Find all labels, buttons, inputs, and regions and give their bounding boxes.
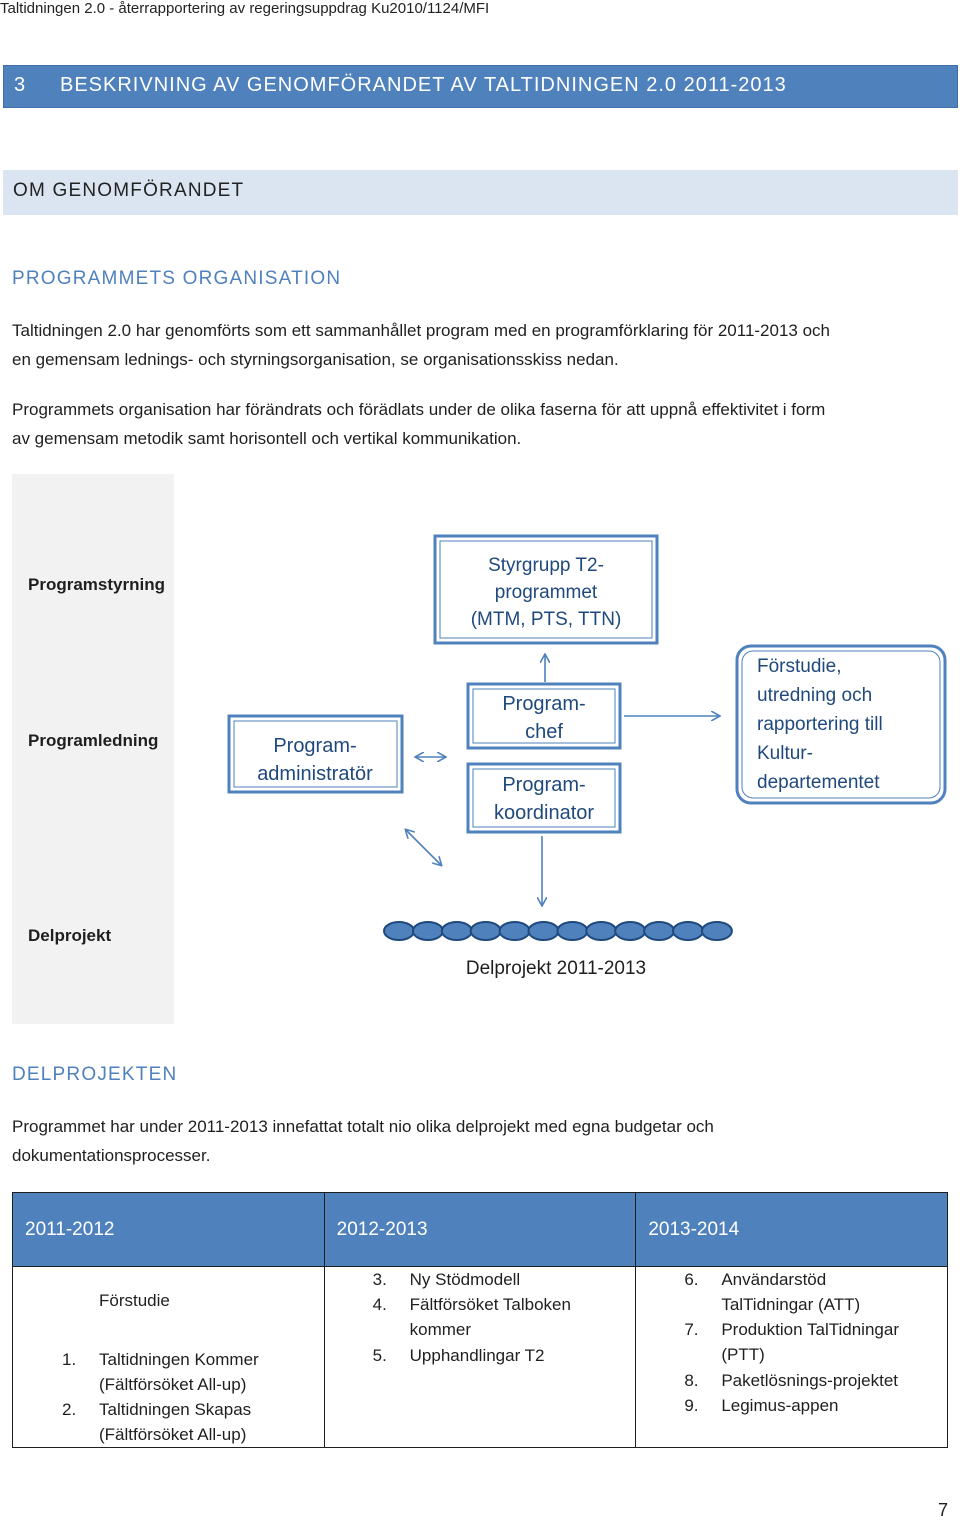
level-programstyrning: Programstyrning	[28, 575, 165, 594]
forstudie-line: departementet	[757, 772, 880, 793]
paragraph-organisation	[12, 395, 825, 453]
table-cell-2013-2014	[636, 1267, 948, 1448]
list-item-number: 6.	[684, 1270, 699, 1289]
paragraph-line: Programmet har under 2011-2013 innefattat totalt nio olika delprojekt med egna budgetar och	[12, 1117, 714, 1136]
delprojekt-dot	[644, 922, 674, 940]
delprojekt-dot	[384, 922, 414, 940]
styrgrupp-line: Styrgrupp T2-	[488, 555, 604, 576]
delprojekt-dot	[673, 922, 703, 940]
list-item: Legimus-appen	[721, 1396, 839, 1415]
list-item: (PTT)	[721, 1345, 765, 1364]
table-header-2011-2012: 2011-2012	[13, 1193, 325, 1267]
programkoordinator-line: Program-	[502, 774, 586, 796]
list-item: (Fältförsöket All-up)	[99, 1375, 247, 1394]
list-item: Ny Stödmodell	[409, 1270, 521, 1289]
programchef-line: Program-	[502, 693, 586, 715]
heading-1	[3, 65, 958, 108]
styrgrupp-line: programmet	[494, 582, 598, 603]
level-delprojekt: Delprojekt	[28, 926, 112, 945]
table-cell-2011-2012	[13, 1267, 325, 1448]
table-header-2013-2014: 2013-2014	[636, 1193, 948, 1267]
heading-2	[3, 170, 958, 215]
delprojekt-dot	[413, 922, 443, 940]
paragraph-line: dokumentationsprocesser.	[12, 1146, 211, 1165]
heading-organisation: PROGRAMMETS ORGANISATION	[12, 268, 342, 289]
list-item-number: 2.	[62, 1400, 77, 1419]
level-programledning: Programledning	[28, 731, 159, 750]
list-item: Produktion TalTidningar	[721, 1320, 899, 1339]
table-cell-2012-2013	[324, 1267, 636, 1448]
paragraph-delprojekten	[12, 1112, 714, 1170]
delprojekt-dot	[586, 922, 616, 940]
list-item: Paketlösnings-projektet	[721, 1371, 899, 1390]
heading-delprojekten: DELPROJEKTEN	[12, 1064, 178, 1085]
list-item-number: 5.	[372, 1346, 387, 1365]
delprojekt-dot	[529, 922, 559, 940]
delprojekt-dot	[500, 922, 530, 940]
delprojekt-dot	[702, 922, 732, 940]
heading-1-text: BESKRIVNING AV GENOMFÖRANDET AV TALTIDNINGEN 2.0 2011-2013	[60, 74, 787, 96]
list-item: Taltidningen Skapas	[99, 1400, 252, 1419]
styrgrupp-line: (MTM, PTS, TTN)	[470, 609, 622, 630]
delprojekt-label: Delprojekt 2011-2013	[465, 958, 647, 979]
paragraph-intro	[12, 316, 830, 374]
delprojekt-table	[12, 1192, 948, 1448]
forstudie-line: rapportering till	[757, 714, 883, 735]
list-item: TalTidningar (ATT)	[721, 1295, 861, 1314]
list-item: Taltidningen Kommer	[99, 1350, 259, 1369]
paragraph-line: Programmets organisation har förändrats och förädlats under de olika faserna för att uppnå effektivitet i form	[12, 400, 826, 419]
paragraph-line: en gemensam lednings- och styrningsorganisation, se organisationsskiss nedan.	[12, 350, 619, 369]
page-number: 7	[937, 1500, 948, 1520]
forstudie-line: Kultur-	[757, 743, 813, 764]
paragraph-line: Taltidningen 2.0 har genomförts som ett sammanhållet program med en programförklaring för 2011-2013 och	[12, 321, 831, 340]
list-item-number: 1.	[62, 1350, 77, 1369]
list-item: kommer	[409, 1320, 472, 1339]
list-item: Fältförsöket Talboken	[409, 1295, 571, 1314]
paragraph-line: av gemensam metodik samt horisontell och vertikal kommunikation.	[12, 429, 522, 448]
forstudie-label: Förstudie	[99, 1291, 170, 1310]
list-item-number: 7.	[684, 1320, 699, 1339]
arrow-double-diagonal	[406, 830, 441, 865]
list-item-number: 8.	[684, 1371, 699, 1390]
delprojekt-dots	[384, 922, 732, 940]
list-item: (Fältförsöket All-up)	[99, 1425, 247, 1444]
programadministrator-line: Program-	[273, 735, 357, 757]
delprojekt-dot	[615, 922, 645, 940]
list-item: Upphandlingar T2	[409, 1346, 545, 1365]
list-item-number: 4.	[372, 1295, 387, 1314]
programchef-line: chef	[525, 721, 563, 743]
organisation-diagram	[0, 470, 960, 1030]
forstudie-line: utredning och	[757, 685, 873, 706]
list-item-number: 9.	[684, 1396, 699, 1415]
running-header: Taltidningen 2.0 - återrapportering av regeringsuppdrag Ku2010/1124/MFI	[0, 0, 490, 17]
delprojekt-dot	[471, 922, 501, 940]
programadministrator-line: administratör	[257, 763, 373, 785]
list-item: Användarstöd	[721, 1270, 827, 1289]
table-header-2012-2013: 2012-2013	[324, 1193, 636, 1267]
delprojekt-dot	[557, 922, 587, 940]
heading-2-text: OM GENOMFÖRANDET	[13, 180, 245, 201]
heading-1-number: 3	[14, 74, 27, 96]
forstudie-line: Förstudie,	[757, 656, 842, 677]
delprojekt-dot	[442, 922, 472, 940]
programkoordinator-line: koordinator	[493, 802, 595, 824]
list-item-number: 3.	[372, 1270, 387, 1289]
